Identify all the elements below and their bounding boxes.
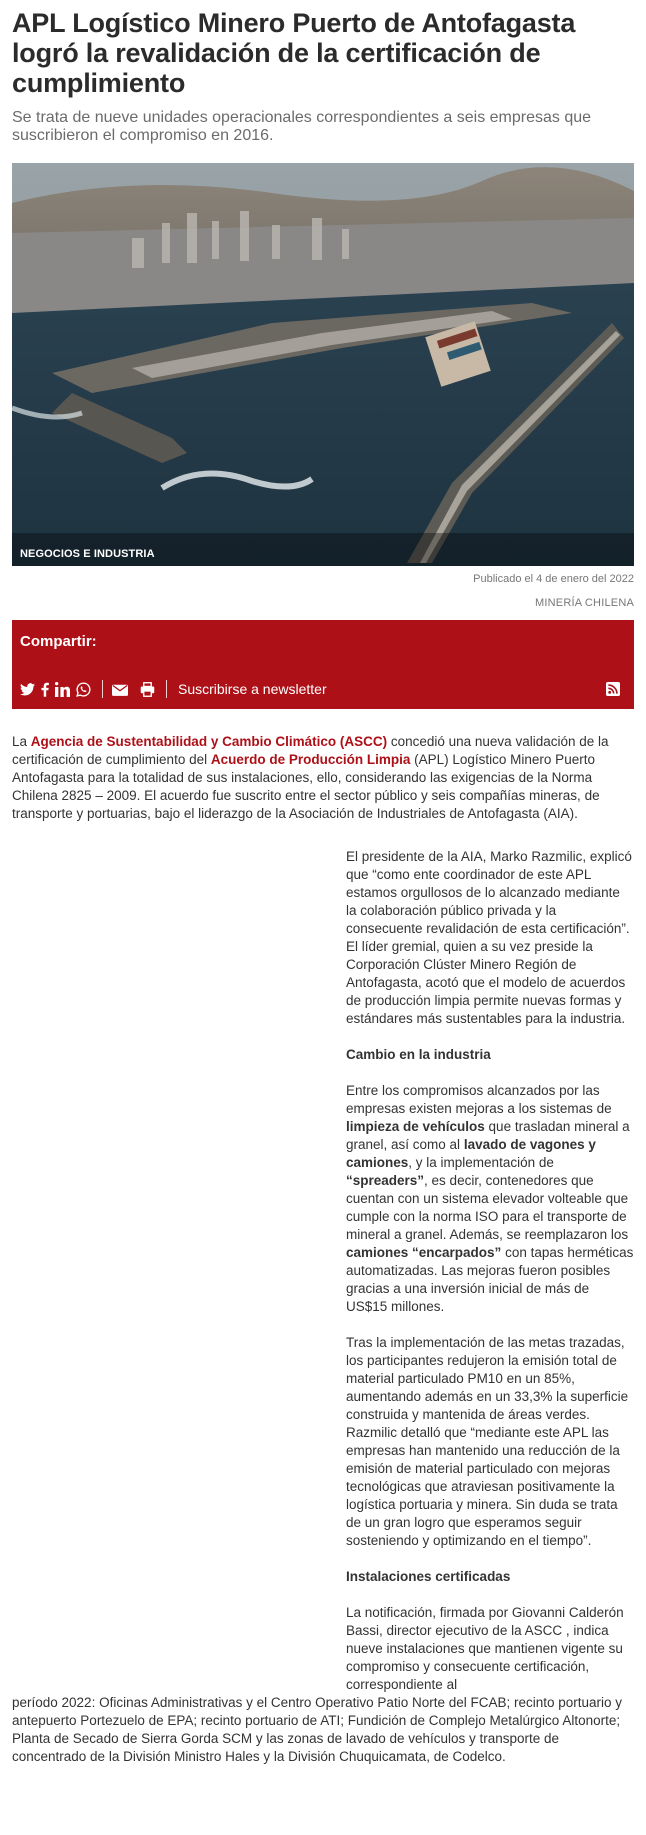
- text: concedió una nueva validación de la certificación de cumplimiento del: [12, 734, 609, 767]
- source-label[interactable]: MINERÍA CHILENA: [535, 597, 634, 609]
- share-bar: [12, 620, 634, 709]
- heading-cambio: Cambio en la industria: [346, 1047, 491, 1062]
- text: La: [12, 734, 31, 749]
- newsletter-link[interactable]: Suscribirse a newsletter: [178, 681, 327, 697]
- email-icon[interactable]: [112, 680, 128, 698]
- article-subtitle: Se trata de nueve unidades operacionales correspondientes a seis empresas que suscribieron el compromiso en 2016.: [12, 109, 592, 144]
- bold-text: camiones “encarpados”: [346, 1245, 502, 1260]
- rss-icon[interactable]: [606, 680, 620, 698]
- bold-text: lavado de vagones y camiones: [346, 1137, 596, 1170]
- divider: [102, 680, 103, 698]
- text: (APL) Logístico Minero Puerto Antofagasta para la totalidad de sus instalaciones, ello, considerando las exigencias de la Norma Chilena 2825 – 2009. El acuerdo fue suscrito entre el sector público y seis compañías mineras, de transporte y portuarias, bajo el liderazgo de la Asociación de Industriales de Antofagasta (AIA).: [12, 752, 600, 821]
- paragraph-metas: Tras la implementación de las metas trazadas, los participantes redujeron la emisión total de material particulado PM10 en un 85%, aumentando además en un 33,3% la superficie construida y mantenida de áreas verdes. Razmilic detalló que “mediante este APL las empresas han mantenido una reducción de la emisión de material particulado con mejoras tecnológicas que atraviesan positivamente la logística portuaria y minera. Sin duda se trata de un gran logro que esperamos seguir sosteniendo y optimizando en el tiempo”.: [346, 1335, 629, 1548]
- published-date: Publicado el 4 de enero del 2022: [473, 573, 634, 585]
- text: , y la implementación de: [408, 1155, 554, 1170]
- paragraph-president: El presidente de la AIA, Marko Razmilic, explicó que “como ente coordinador de este APL estamos orgullosos de lo alcanzado mediante la colaboración público privada y la consecuente revalidación de esta certificación”. El líder gremial, quien a su vez preside la Corporación Clúster Minero Región de Antofagasta, acotó que el modelo de acuerdos de producción limpia permite nuevas formas y estándares más sustentables para la industria.: [346, 849, 632, 1026]
- bold-text: “spreaders”: [346, 1173, 425, 1188]
- divider: [166, 680, 167, 698]
- text: Entre los compromisos alcanzados por las empresas existen mejoras a los sistemas de: [346, 1083, 612, 1116]
- bold-text: limpieza de vehículos: [346, 1119, 485, 1134]
- article-body: [12, 733, 634, 1766]
- category-label[interactable]: NEGOCIOS E INDUSTRIA: [20, 548, 155, 560]
- article-title: APL Logístico Minero Puerto de Antofagasta logró la revalidación de la certificación de cumplimiento: [12, 8, 576, 98]
- paragraph-notificacion: La notificación, firmada por Giovanni Calderón Bassi, director ejecutivo de la ASCC , indica nueve instalaciones que mantienen vigente su compromiso y consecuente certificación, correspondiente al: [346, 1605, 624, 1692]
- print-icon[interactable]: [140, 680, 155, 698]
- apl-link[interactable]: Acuerdo de Producción Limpia: [210, 752, 411, 767]
- facebook-icon[interactable]: [41, 680, 49, 698]
- paragraph-periodo: período 2022: Oficinas Administrativas y el Centro Operativo Patio Norte del FCAB; recinto portuario y antepuerto Portezuelo de EPA; recinto portuario de ATI; Fundición de Complejo Metalúrgico Altonorte; Planta de Secado de Sierra Gorda SCM y las zonas de lavado de vehículos y transporte de concentrado de la División Ministro Hales y la División Chuquicamata, de Codelco.: [12, 1695, 623, 1764]
- text: , es decir, contenedores que cuentan con un sistema elevador volteable que cumple con la norma ISO para el transporte de mineral a granel. Además, se reemplazaron los: [346, 1173, 629, 1242]
- share-actions: [20, 679, 626, 699]
- paragraph-compromisos: [346, 1082, 634, 1316]
- linkedin-icon[interactable]: [55, 680, 70, 698]
- article-column: [346, 848, 634, 1694]
- hero-image: [12, 163, 634, 566]
- text: que trasladan mineral a granel, así como al: [346, 1119, 630, 1152]
- ascc-link[interactable]: Agencia de Sustentabilidad y Cambio Climático (ASCC): [30, 734, 388, 749]
- twitter-icon[interactable]: [20, 680, 35, 698]
- heading-instalaciones: Instalaciones certificadas: [346, 1569, 511, 1584]
- port-aerial-photo: [12, 163, 634, 566]
- share-title: Compartir:: [20, 633, 97, 650]
- article-meta: [12, 572, 634, 610]
- text: con tapas herméticas automatizadas. Las mejoras fueron posibles gracias a una inversión inicial de más de US$15 millones.: [346, 1245, 634, 1314]
- intro-paragraph: [12, 733, 634, 823]
- whatsapp-icon[interactable]: [76, 680, 91, 698]
